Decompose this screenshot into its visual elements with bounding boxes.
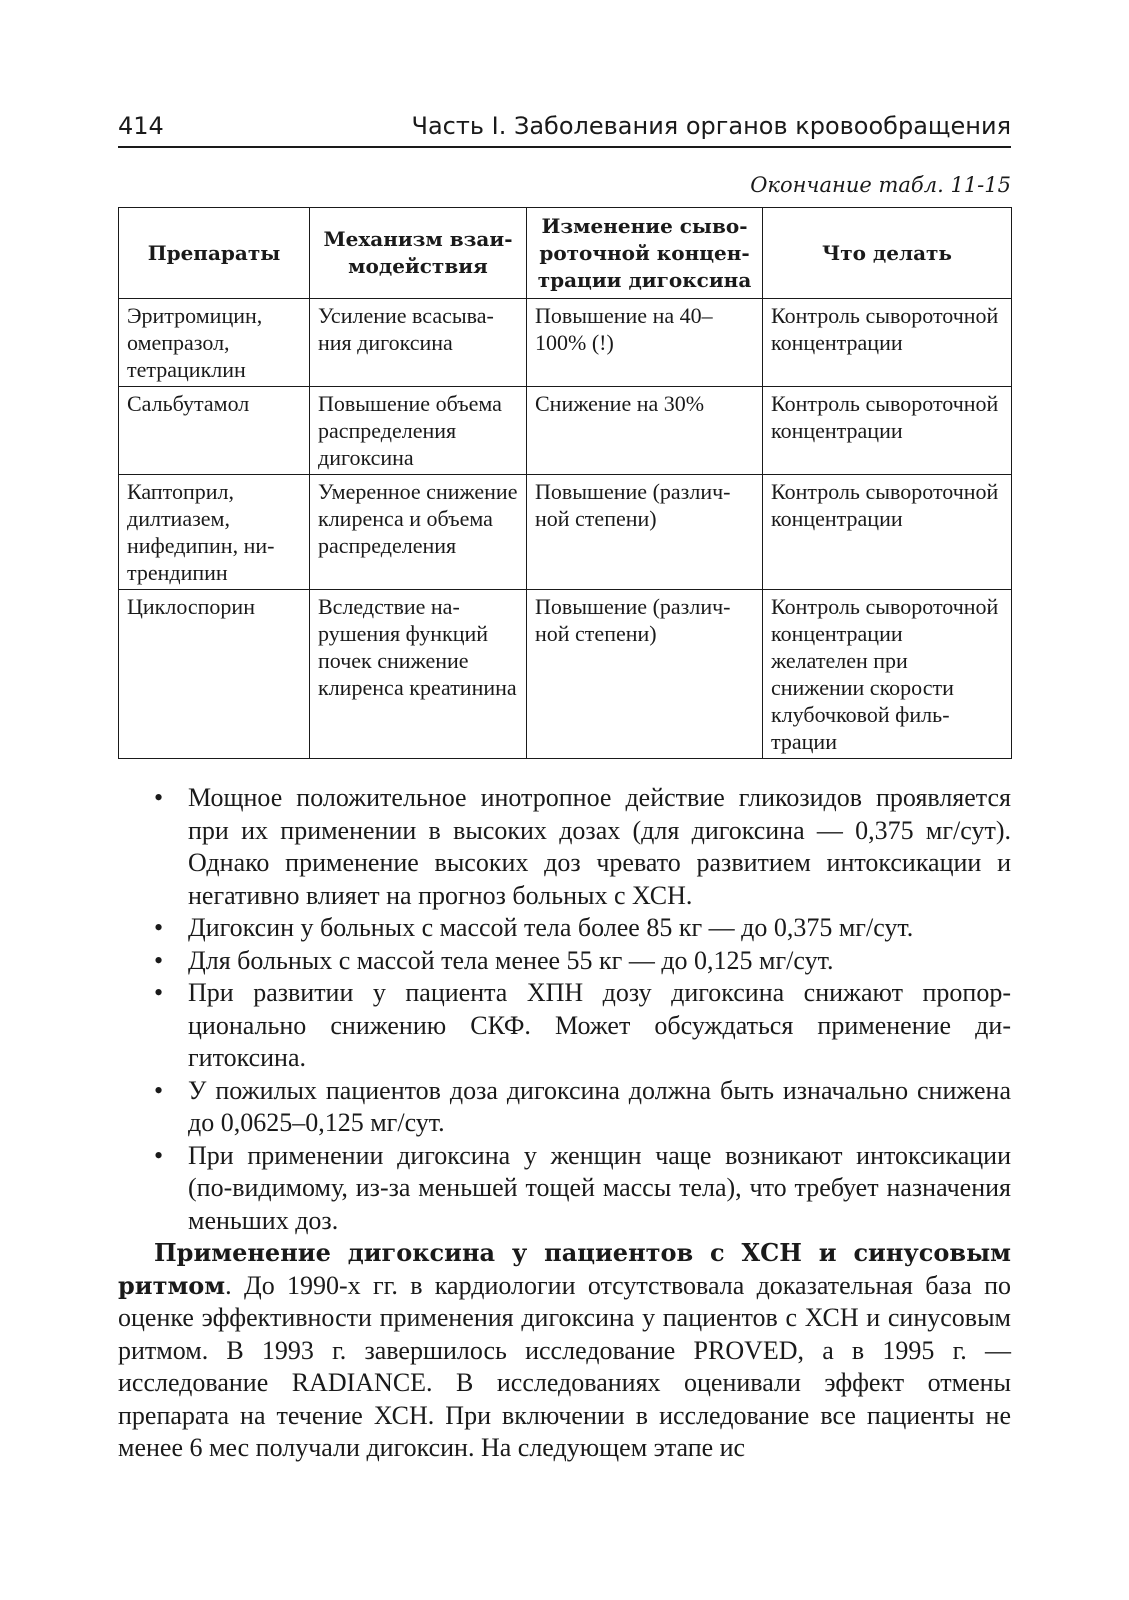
table-cell: Контроль сывороточной концентрации xyxy=(763,299,1012,387)
list-item xyxy=(118,977,1011,1075)
table-cell: Циклоспорин xyxy=(119,590,310,759)
bullet-icon: • xyxy=(154,978,164,1007)
table-row xyxy=(119,475,1012,590)
list-item-text: При развитии у пациента ХПН дозу дигоксина снижают пропорционально снижению СКФ. Может обсуждаться применение дигитоксина. xyxy=(188,978,1011,1072)
bullet-icon: • xyxy=(154,783,164,812)
bullet-icon: • xyxy=(154,913,164,942)
list-item xyxy=(118,1140,1011,1238)
table-cell: Умеренное снижение клиренса и объема распределения xyxy=(310,475,527,590)
table-cell: Контроль сывороточной концентрации xyxy=(763,387,1012,475)
list-item xyxy=(118,945,1011,978)
table-cell: Снижение на 30% xyxy=(527,387,763,475)
list-item xyxy=(118,1075,1011,1140)
bullet-icon: • xyxy=(154,1140,164,1170)
table-row xyxy=(119,590,1012,759)
list-item-text: Для больных с массой тела менее 55 кг — до 0,125 мг/сут. xyxy=(188,945,834,975)
list-item-text: При применении дигоксина у женщин чаще возникают интоксикации (по-видимому, из-за меньшей тощей массы тела), что требует назначения меньших доз. xyxy=(188,1140,1011,1235)
list-item-text: Мощное положительное инотропное действие гликозидов проявляется при их применении в высоких дозах (для дигоксина — 0,375 мг/сут). Однако применение высоких доз чревато развитием интоксикации и негативно влияет на прогноз больных с ХСН. xyxy=(188,783,1011,910)
list-item xyxy=(118,912,1011,945)
table-cell: Повышение на 40–100% (!) xyxy=(527,299,763,387)
page-number: 414 xyxy=(118,112,164,140)
column-header: Что делать xyxy=(763,208,1012,299)
paragraph xyxy=(118,1237,1011,1465)
table-cell: Усиление всасывания дигоксина xyxy=(310,299,527,387)
running-title: Часть I. Заболевания органов кровообращения xyxy=(411,112,1011,140)
table-row xyxy=(119,387,1012,475)
table-cell: Контроль сывороточной концентрации желателен при снижении скорости клубочковой фильтрации xyxy=(763,590,1012,759)
table-cell: Сальбутамол xyxy=(119,387,310,475)
paragraph-text: . До 1990-х гг. в кардиологии отсутствовала доказательная база по оценке эффективности применения дигоксина у пациентов с ХСН и синусовым ритмом. В 1993 г. завершилось исследование PROVED, а в 1995 г. — исследование RADIANCE. В исследованиях оценивали эффект отмены препарата на течение ХСН. При включении в исследование все пациенты не менее 6 мес получали дигоксин. На следующем этапе ис xyxy=(118,1270,1011,1462)
list-item-text: Дигоксин у больных с массой тела более 85 кг — до 0,375 мг/сут. xyxy=(188,913,914,942)
drug-interaction-table xyxy=(118,207,1012,759)
column-header: Препараты xyxy=(119,208,310,299)
table-cell: Контроль сывороточной концентрации xyxy=(763,475,1012,590)
column-header: Изменение сывороточной концентрации дигоксина xyxy=(527,208,763,299)
list-item xyxy=(118,782,1011,912)
table-caption: Окончание табл. 11-15 xyxy=(750,173,1011,197)
table-cell: Повышение объема распределения дигоксина xyxy=(310,387,527,475)
column-header: Механизм взаимодействия xyxy=(310,208,527,299)
bullet-icon: • xyxy=(154,1075,164,1105)
page-header xyxy=(118,108,1011,148)
table-row xyxy=(119,299,1012,387)
list-item-text: У пожилых пациентов доза дигоксина должна быть изначально снижена до 0,0625–0,125 мг/сут. xyxy=(188,1075,1011,1137)
table-cell: Повышение (различной степени) xyxy=(527,475,763,590)
table-cell: Эритромицин, омепразол, тетрациклин xyxy=(119,299,310,387)
paragraph-heading: Применение дигоксина у пациентов с ХСН и синусовым ритмом xyxy=(118,1238,1011,1300)
bullet-list xyxy=(118,782,1011,1237)
table-cell: Каптоприл, дилтиазем, нифедипин, нитрендипин xyxy=(119,475,310,590)
table-cell: Вследствие нарушения функций почек снижение клиренса креатинина xyxy=(310,590,527,759)
bullet-icon: • xyxy=(154,945,164,975)
body-text xyxy=(118,782,1011,1465)
table-cell: Повышение (различной степени) xyxy=(527,590,763,759)
table-header-row xyxy=(119,208,1012,299)
